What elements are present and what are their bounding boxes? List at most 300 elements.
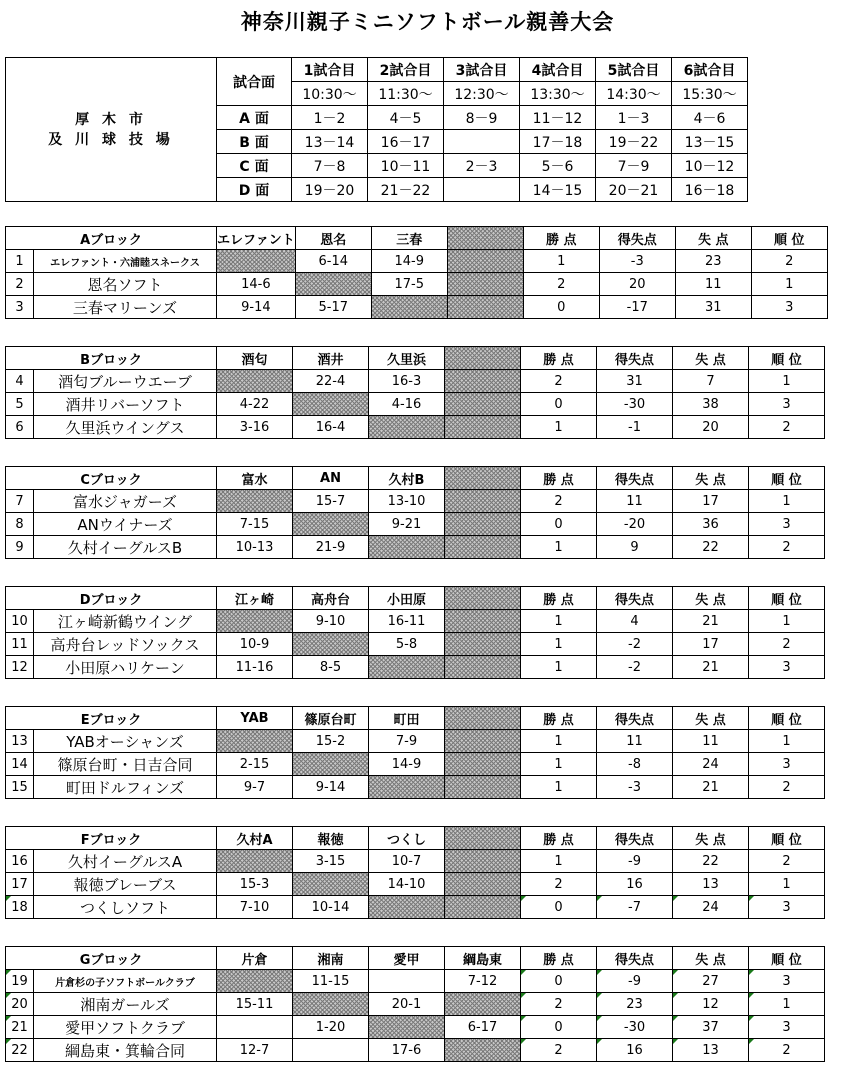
block-table [5,466,825,559]
stat-cell: 2 [521,490,597,513]
court-label: D 面 [217,178,292,202]
stat-cell: 17 [673,490,749,513]
team-row [6,416,825,439]
opponent-header: 町田 [369,707,445,730]
team-row [6,776,825,799]
stat-cell: 12 [673,993,749,1016]
stat-cell: 3 [749,656,825,679]
opponent-header: 久村B [369,467,445,490]
game-header: 2試合目 [368,58,444,82]
stat-cell: 2 [521,993,597,1016]
stat-cell: 31 [597,370,673,393]
stat-header: 得失点 [597,347,673,370]
stat-cell: 16 [597,873,673,896]
stat-header: 順 位 [749,707,825,730]
empty-header-cell [445,707,521,730]
block-header-row [6,707,825,730]
opponent-header: 久村A [217,827,293,850]
shaded-cell [369,896,445,919]
team-name: YABオーシャンズ [34,730,217,753]
stat-header: 勝 点 [521,467,597,490]
shaded-cell [447,296,523,319]
shaded-cell [217,970,293,993]
score-cell: 16-3 [369,370,445,393]
stat-cell: -8 [597,753,673,776]
team-row [6,296,828,319]
schedule-table [5,57,748,202]
score-cell: 9-14 [293,776,369,799]
match-cell: 19－20 [292,178,368,202]
stat-cell: 2 [749,416,825,439]
opponent-header: 酒匂 [217,347,293,370]
stat-cell: 2 [751,250,827,273]
opponent-header: 富水 [217,467,293,490]
stat-cell: -3 [597,776,673,799]
team-number: 6 [6,416,34,439]
score-cell: 6-17 [445,1016,521,1039]
court-label: B 面 [217,130,292,154]
match-cell: 21－22 [368,178,444,202]
stat-cell: -30 [597,393,673,416]
stat-cell: 0 [521,393,597,416]
match-cell: 13－15 [672,130,748,154]
shaded-cell [445,993,521,1016]
match-cell: 10－12 [672,154,748,178]
stat-cell: -1 [597,416,673,439]
game-time: 12:30～ [444,82,520,106]
stat-cell: 1 [751,273,827,296]
stat-header: 失 点 [673,587,749,610]
stat-header: 勝 点 [521,827,597,850]
match-cell [444,178,520,202]
team-number: 18 [6,896,34,919]
venue-field: 及 川 球 技 場 [48,131,174,148]
stat-header: 失 点 [673,827,749,850]
stat-cell: 3 [749,970,825,993]
stat-cell: 1 [749,730,825,753]
opponent-header: 久里浜 [369,347,445,370]
match-cell: 16－17 [368,130,444,154]
game-header: 4試合目 [520,58,596,82]
empty-header-cell [445,347,521,370]
stat-cell: 21 [673,776,749,799]
score-cell: 9-10 [293,610,369,633]
stat-header: 順 位 [749,827,825,850]
shaded-cell [445,896,521,919]
stat-cell: 2 [521,370,597,393]
block-header-row [6,827,825,850]
stat-cell: 23 [675,250,751,273]
team-name: 久村イーグルスA [34,850,217,873]
opponent-header: 酒井 [293,347,369,370]
stat-header: 得失点 [599,227,675,250]
team-name: 久村イーグルスB [34,536,217,559]
team-name: 三春マリーンズ [34,296,217,319]
shaded-cell [445,656,521,679]
team-number: 14 [6,753,34,776]
stat-cell: 1 [521,610,597,633]
block-name: Fブロック [6,827,217,850]
stat-cell: 11 [597,730,673,753]
opponent-header: 三春 [371,227,447,250]
stat-cell: 24 [673,896,749,919]
team-number: 8 [6,513,34,536]
score-cell: 14-9 [371,250,447,273]
game-header: 1試合目 [292,58,368,82]
score-cell: 7-15 [217,513,293,536]
block-name: Cブロック [6,467,217,490]
block-name: Dブロック [6,587,217,610]
block-header-row [6,227,828,250]
opponent-header: 湘南 [293,947,369,970]
stat-cell: 2 [749,1039,825,1062]
shaded-cell [293,513,369,536]
stat-cell: 27 [673,970,749,993]
stat-cell: -9 [597,970,673,993]
stat-cell: 0 [523,296,599,319]
stat-header: 失 点 [673,947,749,970]
venue-cell [6,58,217,202]
stat-cell: -9 [597,850,673,873]
score-cell: 1-20 [293,1016,369,1039]
stat-cell: 16 [597,1039,673,1062]
score-cell: 14-6 [217,273,296,296]
shaded-cell [445,753,521,776]
stat-header: 順 位 [749,947,825,970]
score-cell: 9-21 [369,513,445,536]
score-cell: 2-15 [217,753,293,776]
score-cell: 3-16 [217,416,293,439]
stat-cell: 23 [597,993,673,1016]
shaded-cell [445,1039,521,1062]
game-time: 10:30～ [292,82,368,106]
block-table [5,946,825,1062]
team-number: 4 [6,370,34,393]
game-header: 3試合目 [444,58,520,82]
stat-header: 失 点 [673,707,749,730]
stat-header: 順 位 [749,587,825,610]
team-name: つくしソフト [34,896,217,919]
team-name: 酒井リバーソフト [34,393,217,416]
stat-cell: 2 [749,776,825,799]
stat-cell: -20 [597,513,673,536]
empty-header-cell [447,227,523,250]
team-number: 5 [6,393,34,416]
team-row [6,273,828,296]
stat-cell: 38 [673,393,749,416]
opponent-header: 篠原台町 [293,707,369,730]
stat-header: 得失点 [597,587,673,610]
game-header: 6試合目 [672,58,748,82]
stat-header: 勝 点 [523,227,599,250]
empty-header-cell [445,467,521,490]
stat-header: 順 位 [749,347,825,370]
block-name: Gブロック [6,947,217,970]
match-cell: 2－3 [444,154,520,178]
score-cell: 5-17 [295,296,371,319]
block-header-row [6,587,825,610]
stat-header: 勝 点 [521,947,597,970]
block-table [5,826,825,919]
shaded-cell [445,393,521,416]
shaded-cell [293,993,369,1016]
shaded-cell [217,250,296,273]
team-row [6,1016,825,1039]
score-cell: 9-7 [217,776,293,799]
stat-cell: 3 [749,513,825,536]
stat-header: 失 点 [673,347,749,370]
team-row [6,730,825,753]
stat-header: 順 位 [749,467,825,490]
stat-cell: 17 [673,633,749,656]
score-cell: 4-16 [369,393,445,416]
team-row [6,850,825,873]
team-number: 7 [6,490,34,513]
court-label: C 面 [217,154,292,178]
stat-cell: 0 [521,896,597,919]
score-cell: 5-8 [369,633,445,656]
shaded-cell [217,730,293,753]
shaded-cell [217,370,293,393]
stat-cell: 9 [597,536,673,559]
shaded-cell [369,416,445,439]
team-row [6,873,825,896]
opponent-header: AN [293,467,369,490]
stat-cell: 31 [675,296,751,319]
match-cell: 1－3 [596,106,672,130]
match-cell [444,130,520,154]
team-name: 報徳ブレーブス [34,873,217,896]
score-cell: 10-14 [293,896,369,919]
stat-cell: 13 [673,873,749,896]
score-cell [217,1016,293,1039]
shaded-cell [445,776,521,799]
team-name: 綱島東・箕輪合同 [34,1039,217,1062]
team-row [6,610,825,633]
score-cell: 8-5 [293,656,369,679]
shaded-cell [445,873,521,896]
score-cell: 17-6 [369,1039,445,1062]
match-cell: 20－21 [596,178,672,202]
shaded-cell [445,536,521,559]
stat-cell: 1 [521,730,597,753]
opponent-header: 小田原 [369,587,445,610]
shaded-cell [445,416,521,439]
stat-cell: 21 [673,610,749,633]
match-cell: 7－8 [292,154,368,178]
stat-cell: 7 [673,370,749,393]
stat-cell: 1 [521,850,597,873]
stat-header: 順 位 [751,227,827,250]
game-header: 5試合目 [596,58,672,82]
stat-cell: 22 [673,850,749,873]
team-name: 江ヶ崎新鶴ウイング [34,610,217,633]
shaded-cell [217,610,293,633]
shaded-cell [293,393,369,416]
team-name: 久里浜ウイングス [34,416,217,439]
team-number: 21 [6,1016,34,1039]
stat-cell: 20 [673,416,749,439]
team-row [6,1039,825,1062]
score-cell: 6-14 [295,250,371,273]
stat-cell: 0 [521,970,597,993]
match-cell: 10－11 [368,154,444,178]
team-row [6,536,825,559]
stat-cell: 3 [749,896,825,919]
stat-cell: 11 [673,730,749,753]
stat-cell: -30 [597,1016,673,1039]
team-row [6,513,825,536]
opponent-header: 恩名 [295,227,371,250]
team-name: ANウイナーズ [34,513,217,536]
stat-cell: 1 [521,416,597,439]
stat-header: 失 点 [675,227,751,250]
team-number: 15 [6,776,34,799]
stat-cell: 1 [521,633,597,656]
match-cell: 13－14 [292,130,368,154]
shaded-cell [445,370,521,393]
stat-cell: 2 [749,850,825,873]
team-name: 富水ジャガーズ [34,490,217,513]
stat-cell: 4 [597,610,673,633]
stat-cell: 1 [523,250,599,273]
score-cell: 10-13 [217,536,293,559]
score-cell: 10-9 [217,633,293,656]
shaded-cell [369,776,445,799]
shaded-cell [295,273,371,296]
shaded-cell [217,850,293,873]
team-row [6,656,825,679]
score-cell: 11-15 [293,970,369,993]
team-name: 町田ドルフィンズ [34,776,217,799]
score-cell: 16-4 [293,416,369,439]
empty-header-cell [445,827,521,850]
score-cell: 15-11 [217,993,293,1016]
block-table [5,346,825,439]
opponent-header: 高舟台 [293,587,369,610]
shaded-cell [445,610,521,633]
stat-header: 得失点 [597,947,673,970]
team-row [6,753,825,776]
match-cell: 4－6 [672,106,748,130]
shaded-cell [293,753,369,776]
score-cell: 22-4 [293,370,369,393]
opponent-header: 愛甲 [369,947,445,970]
match-cell: 16－18 [672,178,748,202]
stat-cell: 0 [521,1016,597,1039]
game-time: 11:30～ [368,82,444,106]
team-number: 13 [6,730,34,753]
score-cell [369,970,445,993]
opponent-header: 報徳 [293,827,369,850]
stat-cell: -7 [597,896,673,919]
shaded-cell [447,250,523,273]
opponent-header: つくし [369,827,445,850]
stat-cell: 1 [521,656,597,679]
block-table [5,586,825,679]
stat-cell: 3 [749,393,825,416]
block-header-row [6,347,825,370]
opponent-header: YAB [217,707,293,730]
team-number: 17 [6,873,34,896]
opponent-header: エレファント [217,227,296,250]
team-number: 12 [6,656,34,679]
opponent-header: 江ヶ崎 [217,587,293,610]
team-name: エレファント・六浦睦スネークス [34,250,217,273]
stat-header: 得失点 [597,827,673,850]
stat-cell: 3 [751,296,827,319]
block-table [5,226,828,319]
score-cell: 20-1 [369,993,445,1016]
game-time: 14:30～ [596,82,672,106]
court-label: A 面 [217,106,292,130]
score-cell: 15-7 [293,490,369,513]
stat-cell: 13 [673,1039,749,1062]
match-cell: 14－15 [520,178,596,202]
shaded-cell [293,873,369,896]
shaded-cell [369,536,445,559]
stat-cell: 11 [675,273,751,296]
team-row [6,993,825,1016]
block-header-row [6,467,825,490]
shaded-cell [445,513,521,536]
stat-cell: -3 [599,250,675,273]
score-cell: 10-7 [369,850,445,873]
team-name: 篠原台町・日吉合同 [34,753,217,776]
stat-cell: 1 [749,610,825,633]
score-cell: 9-14 [217,296,296,319]
empty-header-cell [445,587,521,610]
shaded-cell [445,730,521,753]
score-cell: 7-9 [369,730,445,753]
team-number: 10 [6,610,34,633]
score-cell: 16-11 [369,610,445,633]
stat-header: 得失点 [597,467,673,490]
block-table [5,706,825,799]
stat-cell: 0 [521,513,597,536]
score-cell: 15-2 [293,730,369,753]
stat-cell: 1 [749,993,825,1016]
stat-cell: 3 [749,753,825,776]
team-row [6,250,828,273]
stat-cell: 1 [749,873,825,896]
stat-cell: 11 [597,490,673,513]
match-cell: 19－22 [596,130,672,154]
team-name: 小田原ハリケーン [34,656,217,679]
team-name: 恩名ソフト [34,273,217,296]
block-name: Eブロック [6,707,217,730]
shaded-cell [445,490,521,513]
game-time: 15:30～ [672,82,748,106]
shaded-cell [293,633,369,656]
team-name: 愛甲ソフトクラブ [34,1016,217,1039]
team-name: 湘南ガールズ [34,993,217,1016]
team-row [6,896,825,919]
stat-cell: 21 [673,656,749,679]
score-cell: 21-9 [293,536,369,559]
stat-cell: 2 [749,633,825,656]
stat-cell: 1 [749,490,825,513]
match-cell: 4－5 [368,106,444,130]
stat-cell: 24 [673,753,749,776]
opponent-header: 片倉 [217,947,293,970]
team-row [6,393,825,416]
stat-cell: 36 [673,513,749,536]
score-cell: 13-10 [369,490,445,513]
shaded-cell [369,1016,445,1039]
team-number: 2 [6,273,34,296]
match-cell: 5－6 [520,154,596,178]
